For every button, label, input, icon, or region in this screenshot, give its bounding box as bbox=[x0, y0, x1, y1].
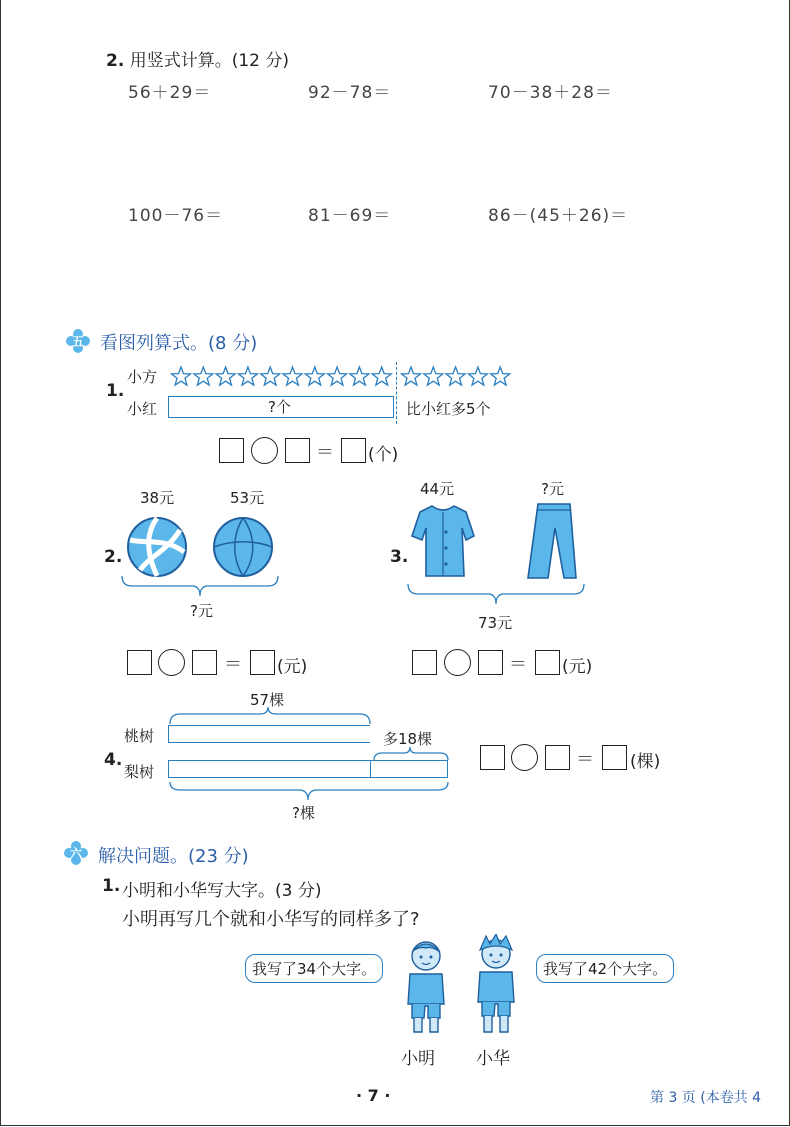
operator-circle[interactable] bbox=[444, 649, 471, 676]
xiaohong-bar-text: ?个 bbox=[268, 398, 291, 416]
section5-title: 看图列算式。(8 分) bbox=[100, 333, 258, 354]
answer-box[interactable] bbox=[480, 745, 505, 770]
star-row bbox=[168, 364, 528, 390]
star-icon bbox=[468, 367, 487, 385]
taoshu-bar bbox=[168, 725, 370, 743]
calc-item-1: 56＋29＝ bbox=[128, 83, 212, 103]
brace-top-p4 bbox=[168, 706, 372, 726]
lishu-divider bbox=[370, 760, 371, 778]
boy-xiaoming-icon bbox=[398, 938, 454, 1038]
pants-icon bbox=[518, 502, 584, 580]
answer-box[interactable] bbox=[285, 438, 310, 463]
result-box[interactable] bbox=[602, 745, 627, 770]
bottom-text: ?棵 bbox=[292, 804, 315, 822]
flower-badge-icon bbox=[64, 841, 88, 865]
unit-label: (元) bbox=[277, 657, 308, 677]
answer-box[interactable] bbox=[219, 438, 244, 463]
calc-item-4: 100－76＝ bbox=[128, 206, 224, 226]
star-icon bbox=[171, 367, 190, 385]
volleyball-icon bbox=[126, 516, 188, 578]
equals-sign: ＝ bbox=[316, 442, 334, 463]
speech-bubble-left: 我写了34个大字。 bbox=[245, 954, 383, 983]
section6-icon-label: 六 bbox=[69, 846, 83, 861]
price-pants: ?元 bbox=[541, 480, 564, 498]
result-box[interactable] bbox=[341, 438, 366, 463]
calc-item-2: 92－78＝ bbox=[308, 83, 392, 103]
boy-xiaohua-icon bbox=[468, 934, 524, 1038]
star-icon bbox=[194, 367, 213, 385]
star-icon bbox=[491, 367, 510, 385]
label-lishu: 梨树 bbox=[124, 763, 155, 781]
s6-p1-number: 1. bbox=[102, 876, 121, 896]
q2-number: 2. bbox=[106, 51, 125, 71]
star-icon bbox=[283, 367, 302, 385]
total-p3: 73元 bbox=[478, 614, 513, 632]
page-info: 第 3 页 (本卷共 4 bbox=[650, 1090, 762, 1106]
star-icon bbox=[261, 367, 280, 385]
brace-p3 bbox=[406, 582, 586, 606]
section5-icon-label: 五 bbox=[71, 334, 85, 349]
operator-circle[interactable] bbox=[511, 744, 538, 771]
section6-title: 解决问题。(23 分) bbox=[98, 846, 249, 867]
s6-p1-question: 小明再写几个就和小华写的同样多了? bbox=[122, 909, 420, 930]
speech-bubble-right: 我写了42个大字。 bbox=[536, 954, 674, 983]
price-volleyball: 38元 bbox=[140, 489, 175, 507]
lishu-bar bbox=[168, 760, 448, 778]
star-icon bbox=[372, 367, 391, 385]
dashed-divider bbox=[396, 362, 397, 424]
calc-item-6: 86－(45＋26)＝ bbox=[488, 206, 629, 226]
q2-heading bbox=[106, 46, 289, 71]
page-number: · 7 · bbox=[356, 1086, 391, 1105]
operator-circle[interactable] bbox=[251, 437, 278, 464]
star-icon bbox=[446, 367, 465, 385]
answer-box[interactable] bbox=[545, 745, 570, 770]
flower-badge-icon bbox=[66, 329, 90, 353]
p1-number: 1. bbox=[106, 381, 125, 401]
result-box[interactable] bbox=[250, 650, 275, 675]
equals-sign: ＝ bbox=[224, 654, 242, 675]
more-text: 多18棵 bbox=[383, 730, 433, 748]
operator-circle[interactable] bbox=[158, 649, 185, 676]
unit-label: (元) bbox=[562, 657, 593, 677]
star-icon bbox=[216, 367, 235, 385]
answer-box[interactable] bbox=[192, 650, 217, 675]
total-p2: ?元 bbox=[190, 602, 213, 620]
p2-number: 2. bbox=[104, 547, 123, 567]
star-icon bbox=[238, 367, 257, 385]
star-icon bbox=[401, 367, 420, 385]
price-shirt: 44元 bbox=[420, 480, 455, 498]
star-icon bbox=[305, 367, 324, 385]
calc-item-5: 81－69＝ bbox=[308, 206, 392, 226]
answer-box[interactable] bbox=[127, 650, 152, 675]
s6-p1-title: 小明和小华写大字。(3 分) bbox=[122, 881, 322, 901]
star-icon bbox=[424, 367, 443, 385]
calc-item-3: 70－38＋28＝ bbox=[488, 83, 613, 103]
name-xiaoming: 小明 bbox=[401, 1049, 435, 1069]
q2-title: 用竖式计算。(12 分) bbox=[129, 51, 290, 71]
result-box[interactable] bbox=[535, 650, 560, 675]
p3-number: 3. bbox=[390, 547, 409, 567]
answer-box[interactable] bbox=[412, 650, 437, 675]
equals-sign: ＝ bbox=[509, 654, 527, 675]
unit-label: (棵) bbox=[630, 752, 661, 772]
price-ball: 53元 bbox=[230, 489, 265, 507]
label-xiaohong: 小红 bbox=[127, 400, 158, 418]
shirt-icon bbox=[410, 502, 476, 578]
top-text-57: 57棵 bbox=[250, 691, 285, 709]
brace-p2 bbox=[120, 574, 280, 598]
star-icon bbox=[350, 367, 369, 385]
brace-bottom-p4 bbox=[168, 780, 450, 802]
ball-icon bbox=[212, 516, 274, 578]
equals-sign: ＝ bbox=[576, 749, 594, 770]
p4-number: 4. bbox=[104, 750, 123, 770]
compare-text: 比小红多5个 bbox=[406, 400, 491, 418]
unit-label: (个) bbox=[368, 445, 399, 465]
star-icon bbox=[328, 367, 347, 385]
label-xiaofang: 小方 bbox=[127, 368, 158, 386]
answer-box[interactable] bbox=[478, 650, 503, 675]
name-xiaohua: 小华 bbox=[476, 1049, 510, 1069]
label-taoshu: 桃树 bbox=[124, 727, 155, 745]
